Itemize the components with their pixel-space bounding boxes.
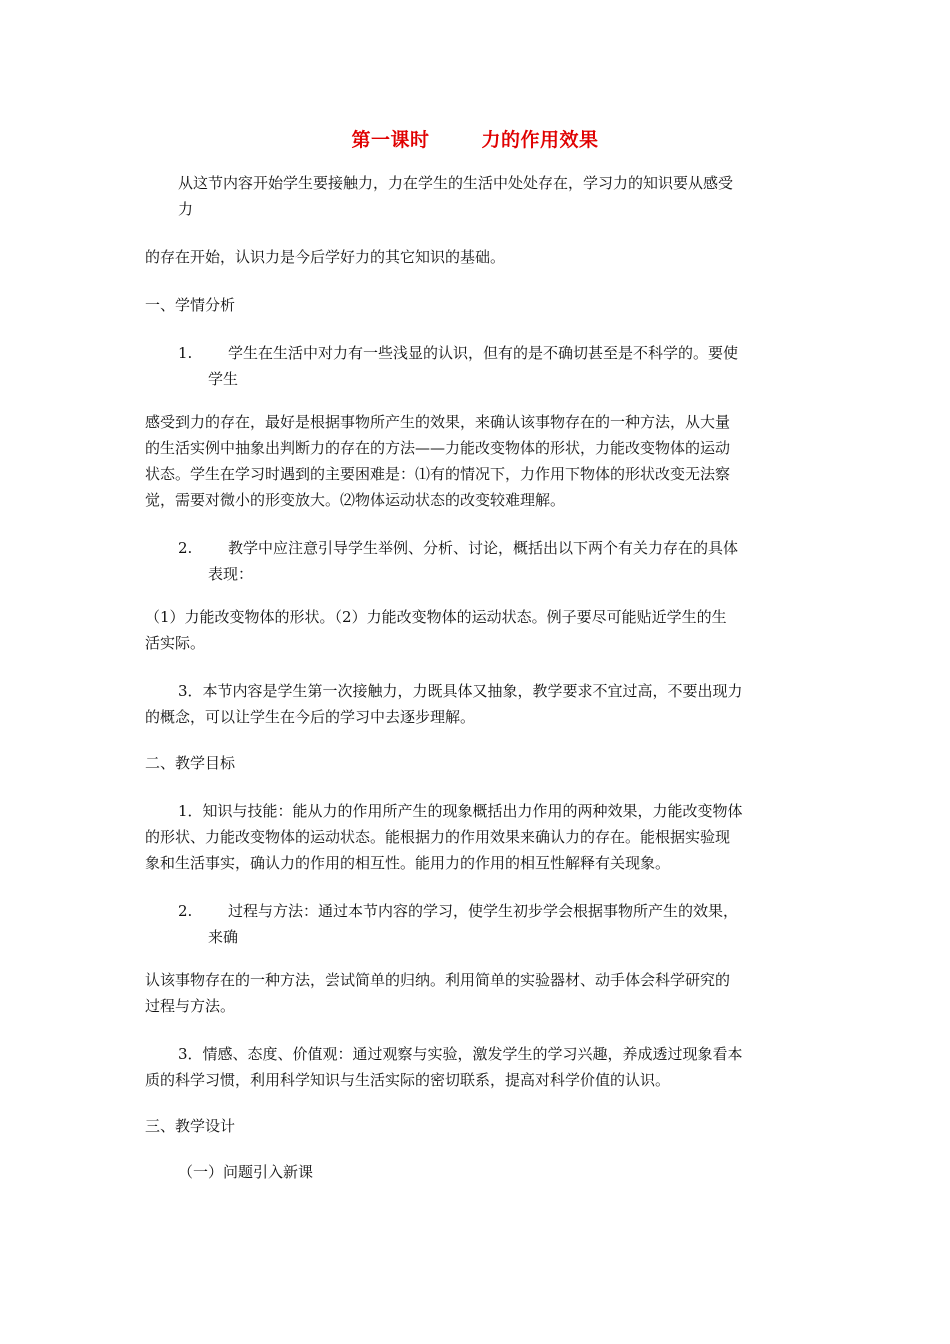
list-number: 2. (178, 539, 193, 557)
title-topic: 力的作用效果 (481, 129, 599, 151)
paragraph-line: 学生在生活中对力有一些浅显的认识，但有的是不确切甚至是不科学的。要使 (228, 344, 739, 362)
paragraph-line: 的生活实例中抽象出判断力的存在的方法——力能改变物体的形状，力能改变物体的运动 (145, 439, 731, 457)
paragraph-line: （1）力能改变物体的形状。（2）力能改变物体的运动状态。例子要尽可能贴近学生的生 (145, 608, 727, 626)
paragraph-line: 过程与方法。 (145, 997, 236, 1015)
intro-line-1: 从这节内容开始学生要接触力，力在学生的生活中处处存在，学习力的知识要从感受 (178, 174, 734, 192)
paragraph-line: 过程与方法：通过本节内容的学习，使学生初步学会根据事物所产生的效果， (228, 902, 739, 920)
paragraph-line: 活实际。 (145, 634, 206, 652)
paragraph-line: 3．本节内容是学生第一次接触力，力既具体又抽象，教学要求不宜过高，不要出现力 (178, 682, 743, 700)
paragraph-line: 来确 (208, 928, 239, 946)
paragraph-line: 教学中应注意引导学生举例、分析、讨论，概括出以下两个有关力存在的具体 (228, 539, 739, 557)
paragraph-line: 3．情感、态度、价值观：通过观察与实验，激发学生的学习兴趣，养成透过现象看本 (178, 1045, 743, 1063)
paragraph-line: 象和生活事实，确认力的作用的相互性。能用力的作用的相互性解释有关现象。 (145, 854, 671, 872)
paragraph-line: 认该事物存在的一种方法，尝试简单的归纳。利用简单的实验器材、动手体会科学研究的 (145, 971, 731, 989)
paragraph-line: 觉，需要对微小的形变放大。⑵物体运动状态的改变较难理解。 (145, 491, 566, 509)
paragraph-line: 的概念，可以让学生在今后的学习中去逐步理解。 (145, 708, 476, 726)
title-lesson: 第一课时 (351, 129, 430, 151)
paragraph-line: 的形状、力能改变物体的运动状态。能根据力的作用效果来确认力的存在。能根据实验现 (145, 828, 731, 846)
section-heading-design: 三、教学设计 (145, 1117, 236, 1135)
intro-line-2: 力 (178, 200, 194, 218)
paragraph-line: 表现： (208, 565, 254, 583)
paragraph-line: 状态。学生在学习时遇到的主要困难是：⑴有的情况下，力作用下物体的形状改变无法察 (145, 465, 731, 483)
list-number: 1. (178, 344, 193, 362)
intro-line-3: 的存在开始，认识力是今后学好力的其它知识的基础。 (145, 248, 506, 266)
page-title (0, 125, 950, 152)
subsection-heading: （一）问题引入新课 (178, 1163, 314, 1181)
section-heading-goals: 二、教学目标 (145, 754, 236, 772)
paragraph-line: 感受到力的存在，最好是根据事物所产生的效果，来确认该事物存在的一种方法，从大量 (145, 413, 731, 431)
paragraph-line: 学生 (208, 370, 239, 388)
paragraph-line: 质的科学习惯，利用科学知识与生活实际的密切联系，提高对科学价值的认识。 (145, 1071, 671, 1089)
section-heading-analysis: 一、学情分析 (145, 296, 236, 314)
list-number: 2. (178, 902, 193, 920)
paragraph-line: 1．知识与技能：能从力的作用所产生的现象概括出力作用的两种效果，力能改变物体 (178, 802, 743, 820)
